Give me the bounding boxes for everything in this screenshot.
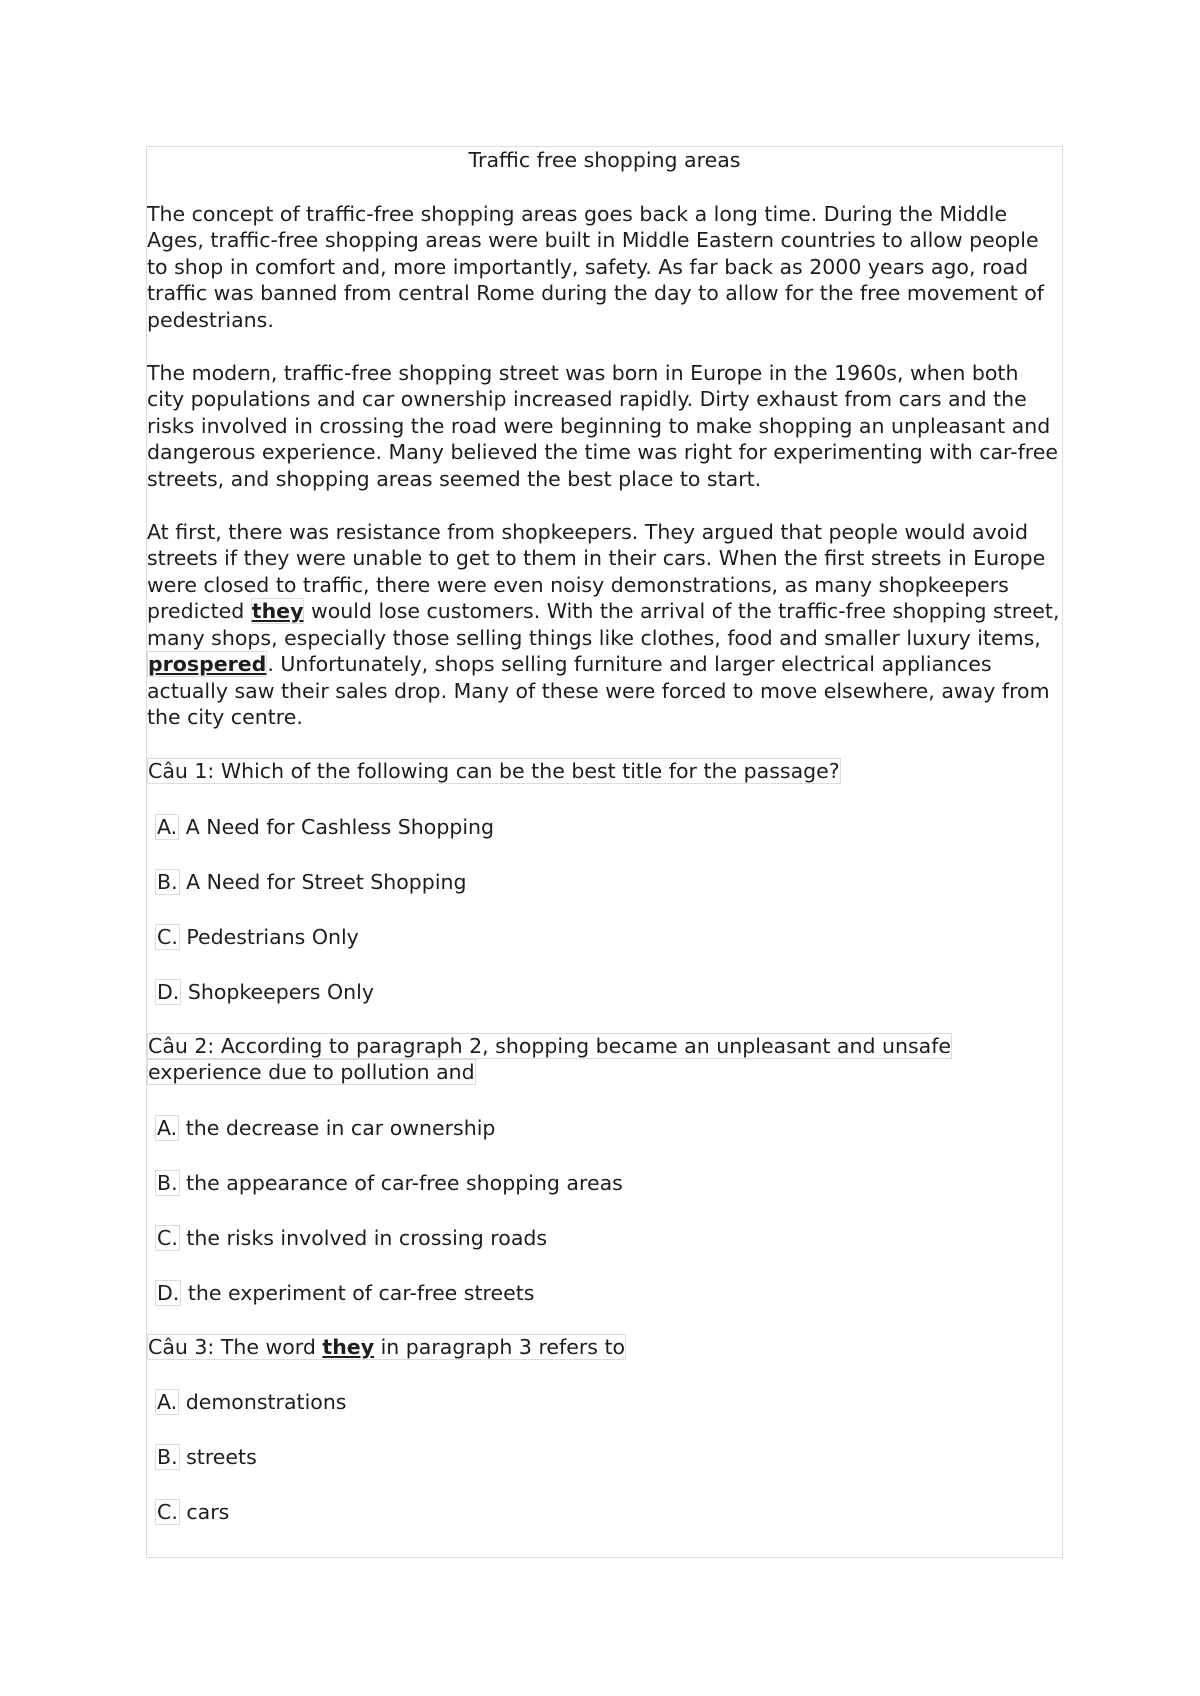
option-text: the decrease in car ownership	[179, 1115, 496, 1140]
option-text: Pedestrians Only	[179, 924, 359, 949]
option-text: the risks involved in crossing roads	[179, 1225, 548, 1250]
question-2-option-c[interactable]	[155, 1225, 1062, 1251]
question-1	[147, 758, 1037, 784]
highlighted-word-they: they	[322, 1334, 375, 1359]
question-1-option-c[interactable]	[155, 924, 1062, 950]
option-letter: B.	[157, 1170, 178, 1195]
option-text: the experiment of car-free streets	[181, 1280, 535, 1305]
question-1-option-a[interactable]	[155, 814, 1062, 840]
option-text: demonstrations	[179, 1389, 347, 1414]
question-3-text	[147, 1334, 626, 1360]
option-text: streets	[179, 1444, 257, 1469]
option-letter: A.	[157, 814, 178, 839]
question-1-option-d[interactable]	[155, 979, 1062, 1005]
option-text: the appearance of car-free shopping areas	[179, 1170, 623, 1195]
question-2-option-d[interactable]	[155, 1280, 1062, 1306]
question-3-text-before: Câu 3: The word	[148, 1334, 323, 1359]
question-2-option-b[interactable]	[155, 1170, 1062, 1196]
highlighted-word-they: they	[251, 599, 304, 624]
paragraph-3-text-1: At first, there was resistance from shopkeepers. They argued that people would avoid streets if they were unable to get to them in their cars. When the first streets in Europe were closed to traffic, there were even noisy demonstrations, as many shopkeepers predicted	[147, 520, 1046, 624]
question-3-text-after: in paragraph 3 refers to	[374, 1334, 626, 1359]
option-text: A Need for Cashless Shopping	[179, 814, 495, 839]
option-letter: B.	[157, 869, 178, 894]
option-text: cars	[179, 1499, 230, 1524]
question-3-option-a[interactable]	[155, 1389, 1062, 1415]
question-1-option-b[interactable]	[155, 869, 1062, 895]
option-text: A Need for Street Shopping	[179, 869, 467, 894]
option-letter: C.	[157, 1499, 178, 1524]
option-letter: D.	[157, 1280, 180, 1305]
option-letter: D.	[157, 979, 180, 1004]
paragraph-3-text-3: . Unfortunately, shops selling furniture and larger electrical appliances actually saw their sales drop. Many of these were forced to move elsewhere, away from the city centre.	[147, 652, 1050, 729]
option-text: Shopkeepers Only	[181, 979, 374, 1004]
question-2-text: Câu 2: According to paragraph 2, shopping became an unpleasant and unsafe experience due to pollution and	[148, 1033, 952, 1085]
passage-title: Traffic free shopping areas	[468, 148, 741, 172]
paragraph-3-text-2: would lose customers. With the arrival of the traffic-free shopping street, many shops, especially those selling things like clothes, food and smaller luxury items,	[147, 599, 1060, 650]
document-content	[147, 147, 1062, 1525]
option-letter: B.	[157, 1444, 178, 1469]
option-letter: A.	[157, 1389, 178, 1414]
question-3	[147, 1334, 1037, 1360]
option-letter: C.	[157, 924, 178, 949]
question-3-option-b[interactable]	[155, 1444, 1062, 1470]
paragraph-3	[147, 519, 1062, 730]
paragraph-1: The concept of traffic-free shopping areas goes back a long time. During the Middle Ages, traffic-free shopping areas were built in Middle Eastern countries to allow people to shop in comfort and, more importantly, safety. As far back as 2000 years ago, road traffic was banned from central Rome during the day to allow for the free movement of pedestrians.	[147, 202, 1045, 332]
paragraph-2: The modern, traffic-free shopping street was born in Europe in the 1960s, when both city populations and car ownership increased rapidly. Dirty exhaust from cars and the risks involved in crossing the road were beginning to make shopping an unpleasant and dangerous experience. Many believed the time was right for experimenting with car-free streets, and shopping areas seemed the best place to start.	[147, 361, 1058, 491]
option-letter: C.	[157, 1225, 178, 1250]
document-page	[146, 146, 1063, 1558]
highlighted-word-prospered: prospered	[148, 652, 267, 677]
question-1-text: Câu 1: Which of the following can be the best title for the passage?	[148, 759, 840, 784]
question-2	[147, 1033, 1037, 1086]
option-letter: A.	[157, 1115, 178, 1140]
question-2-option-a[interactable]	[155, 1115, 1062, 1141]
question-3-option-c[interactable]	[155, 1499, 1062, 1525]
